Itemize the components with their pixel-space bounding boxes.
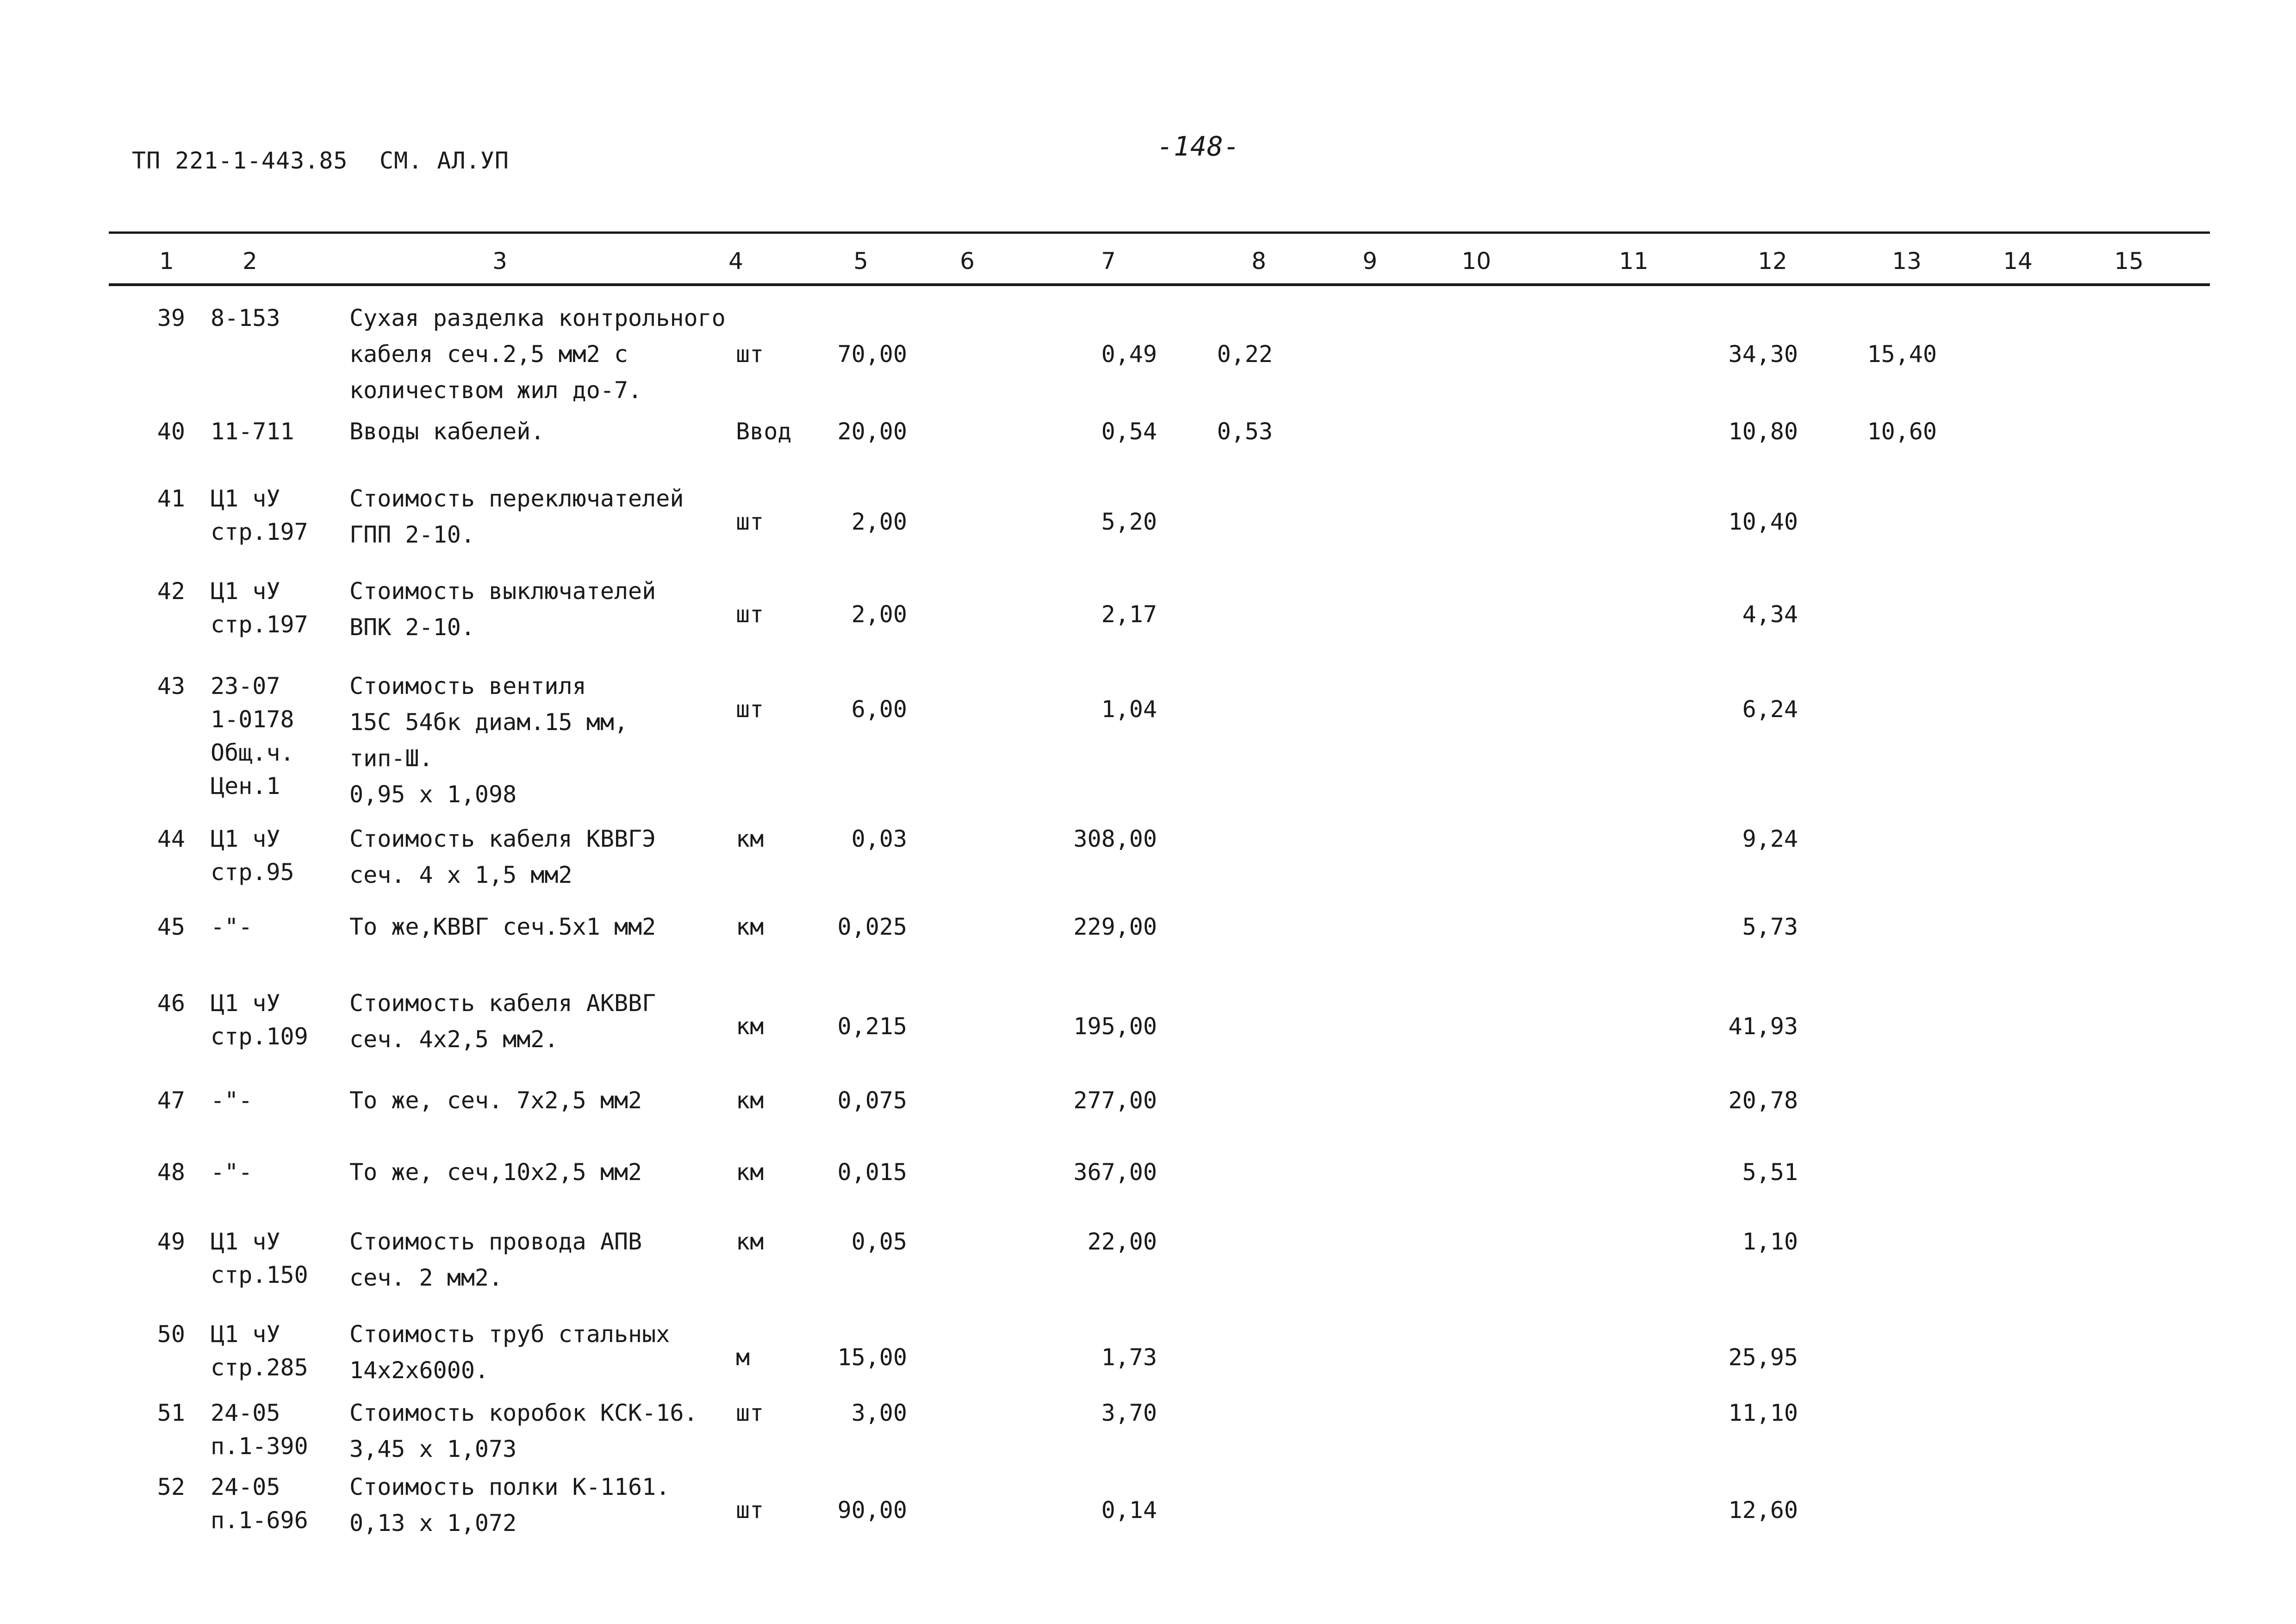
norm-code: Ц1 чУ — [211, 1228, 280, 1255]
item-description: сеч. 4 х 1,5 мм2 — [349, 862, 572, 888]
norm-code: Общ.ч. — [211, 739, 294, 766]
row-number: 40 — [157, 418, 185, 445]
column-13-value: 10,60 — [1867, 418, 1937, 445]
norm-code: п.1-390 — [211, 1433, 308, 1460]
norm-code: Ц1 чУ — [211, 485, 280, 512]
norm-code: -"- — [211, 1087, 253, 1114]
total-cost: 5,73 — [1742, 913, 1798, 940]
total-cost: 41,93 — [1728, 1013, 1798, 1040]
norm-code: 23-07 — [211, 673, 280, 700]
column-number: 9 — [1363, 248, 1377, 275]
item-description: 0,13 х 1,072 — [349, 1510, 517, 1537]
quantity: 2,00 — [851, 508, 907, 535]
norm-code: -"- — [211, 1159, 253, 1186]
norm-code: Ц1 чУ — [211, 1321, 280, 1348]
total-cost: 10,80 — [1728, 418, 1798, 445]
item-description: Стоимость коробок КСК-16. — [349, 1399, 698, 1426]
unit: шт — [736, 1497, 764, 1524]
norm-code: 24-05 — [211, 1474, 280, 1500]
quantity: 0,025 — [837, 913, 907, 940]
quantity: 15,00 — [837, 1344, 907, 1371]
quantity: 3,00 — [851, 1399, 907, 1426]
norm-code: Цен.1 — [211, 773, 280, 800]
item-description: То же, сеч,10х2,5 мм2 — [349, 1159, 642, 1186]
item-description: сеч. 2 мм2. — [349, 1264, 503, 1291]
item-description: Стоимость провода АПВ — [349, 1228, 642, 1255]
unit: км — [736, 1228, 764, 1255]
unit-price: 367,00 — [1073, 1159, 1157, 1186]
column-number: 7 — [1101, 248, 1116, 275]
total-cost: 9,24 — [1742, 825, 1798, 852]
unit-price: 195,00 — [1073, 1013, 1157, 1040]
quantity: 90,00 — [837, 1497, 907, 1524]
page-number: -148- — [1157, 131, 1240, 162]
item-description: сеч. 4х2,5 мм2. — [349, 1026, 559, 1053]
column-8-value: 0,22 — [1217, 341, 1273, 368]
unit-price: 0,14 — [1101, 1497, 1157, 1524]
norm-code: 11-711 — [211, 418, 294, 445]
item-description: Стоимость полки К-1161. — [349, 1474, 670, 1500]
total-cost: 12,60 — [1728, 1497, 1798, 1524]
table-top-rule — [109, 231, 2210, 234]
norm-code: п.1-696 — [211, 1507, 308, 1534]
quantity: 70,00 — [837, 341, 907, 368]
norm-code: стр.95 — [211, 859, 294, 886]
unit-price: 1,73 — [1101, 1344, 1157, 1371]
column-number: 15 — [2114, 248, 2144, 275]
row-number: 52 — [157, 1474, 185, 1500]
norm-code: 24-05 — [211, 1399, 280, 1426]
column-number: 8 — [1251, 248, 1266, 275]
unit: км — [736, 913, 764, 940]
quantity: 6,00 — [851, 696, 907, 723]
item-description: тип-Ш. — [349, 745, 433, 772]
norm-code: Ц1 чУ — [211, 578, 280, 605]
column-number: 4 — [728, 248, 743, 275]
item-description: Сухая разделка контрольного — [349, 305, 726, 331]
item-description: кабеля сеч.2,5 мм2 с — [349, 341, 628, 368]
table-header-rule — [109, 283, 2210, 286]
column-number: 1 — [159, 248, 174, 275]
column-13-value: 15,40 — [1867, 341, 1937, 368]
item-description: Стоимость вентиля — [349, 673, 586, 700]
norm-code: 1-0178 — [211, 706, 294, 733]
column-number: 2 — [243, 248, 257, 275]
column-8-value: 0,53 — [1217, 418, 1273, 445]
item-description: количеством жил до-7. — [349, 377, 642, 404]
row-number: 39 — [157, 305, 185, 331]
item-description: Стоимость выключателей — [349, 578, 656, 605]
row-number: 46 — [157, 990, 185, 1017]
item-description: ГПП 2-10. — [349, 521, 475, 548]
norm-code: стр.197 — [211, 611, 308, 638]
row-number: 48 — [157, 1159, 185, 1186]
column-number: 3 — [492, 248, 507, 275]
item-description: Стоимость труб стальных — [349, 1321, 670, 1348]
unit-price: 1,04 — [1101, 696, 1157, 723]
quantity: 0,03 — [851, 825, 907, 852]
row-number: 43 — [157, 673, 185, 700]
unit-price: 2,17 — [1101, 601, 1157, 628]
total-cost: 5,51 — [1742, 1159, 1798, 1186]
unit: шт — [736, 696, 764, 723]
unit-price: 5,20 — [1101, 508, 1157, 535]
column-number: 11 — [1619, 248, 1649, 275]
column-number: 6 — [960, 248, 975, 275]
unit-price: 308,00 — [1073, 825, 1157, 852]
unit: км — [736, 1013, 764, 1040]
quantity: 0,05 — [851, 1228, 907, 1255]
total-cost: 34,30 — [1728, 341, 1798, 368]
total-cost: 4,34 — [1742, 601, 1798, 628]
row-number: 50 — [157, 1321, 185, 1348]
column-number: 5 — [853, 248, 868, 275]
total-cost: 1,10 — [1742, 1228, 1798, 1255]
quantity: 0,075 — [837, 1087, 907, 1114]
unit: км — [736, 1087, 764, 1114]
quantity: 0,015 — [837, 1159, 907, 1186]
item-description: 14х2х6000. — [349, 1357, 489, 1384]
total-cost: 25,95 — [1728, 1344, 1798, 1371]
item-description: 15С 54бк диам.15 мм, — [349, 709, 628, 736]
unit: шт — [736, 601, 764, 628]
row-number: 45 — [157, 913, 185, 940]
sheet-reference: СМ. АЛ.УП — [380, 147, 509, 174]
total-cost: 11,10 — [1728, 1399, 1798, 1426]
item-description: То же, сеч. 7х2,5 мм2 — [349, 1087, 642, 1114]
column-number: 10 — [1462, 248, 1491, 275]
unit-price: 229,00 — [1073, 913, 1157, 940]
unit: км — [736, 825, 764, 852]
unit: шт — [736, 1399, 764, 1426]
unit: км — [736, 1159, 764, 1186]
norm-code: стр.109 — [211, 1023, 308, 1050]
norm-code: Ц1 чУ — [211, 825, 280, 852]
item-description: ВПК 2-10. — [349, 614, 475, 641]
unit-price: 3,70 — [1101, 1399, 1157, 1426]
quantity: 0,215 — [837, 1013, 907, 1040]
unit-price: 277,00 — [1073, 1087, 1157, 1114]
norm-code: стр.285 — [211, 1354, 308, 1381]
norm-code: 8-153 — [211, 305, 280, 331]
norm-code: -"- — [211, 913, 253, 940]
quantity: 2,00 — [851, 601, 907, 628]
unit: м — [736, 1344, 750, 1371]
unit-price: 0,54 — [1101, 418, 1157, 445]
row-number: 41 — [157, 485, 185, 512]
total-cost: 6,24 — [1742, 696, 1798, 723]
unit-price: 22,00 — [1087, 1228, 1157, 1255]
item-description: То же,КВВГ сеч.5х1 мм2 — [349, 913, 656, 940]
document-code: ТП 221-1-443.85 — [132, 147, 348, 174]
item-description: Стоимость кабеля АКВВГ — [349, 990, 656, 1017]
item-description: Стоимость кабеля КВВГЭ — [349, 825, 656, 852]
item-description: Стоимость переключателей — [349, 485, 684, 512]
unit: шт — [736, 508, 764, 535]
item-description: 3,45 х 1,073 — [349, 1436, 517, 1462]
row-number: 47 — [157, 1087, 185, 1114]
norm-code: Ц1 чУ — [211, 990, 280, 1017]
norm-code: стр.150 — [211, 1262, 308, 1288]
row-number: 44 — [157, 825, 185, 852]
total-cost: 20,78 — [1728, 1087, 1798, 1114]
row-number: 51 — [157, 1399, 185, 1426]
column-number: 14 — [2003, 248, 2033, 275]
total-cost: 10,40 — [1728, 508, 1798, 535]
row-number: 42 — [157, 578, 185, 605]
item-description: Вводы кабелей. — [349, 418, 545, 445]
column-number: 12 — [1758, 248, 1787, 275]
row-number: 49 — [157, 1228, 185, 1255]
column-number: 13 — [1892, 248, 1922, 275]
norm-code: стр.197 — [211, 518, 308, 545]
item-description: 0,95 х 1,098 — [349, 781, 517, 808]
unit: Ввод — [736, 418, 792, 445]
unit-price: 0,49 — [1101, 341, 1157, 368]
quantity: 20,00 — [837, 418, 907, 445]
unit: шт — [736, 341, 764, 368]
